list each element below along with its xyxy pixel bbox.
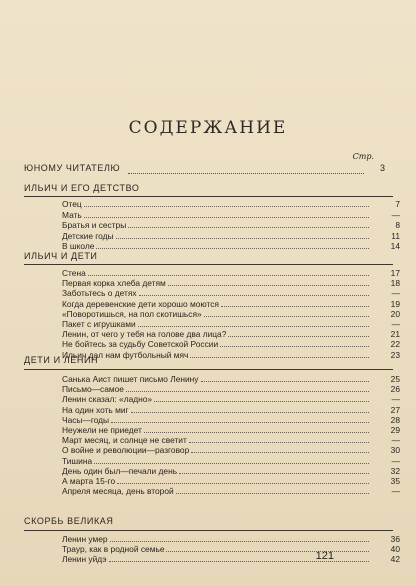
toc-entry-title: Ленин сказал: «ладно» bbox=[62, 394, 153, 405]
toc-entry-leader bbox=[179, 473, 369, 474]
toc-entry bbox=[62, 209, 400, 220]
toc-entry-title: Братья и сестры bbox=[62, 220, 127, 230]
section-rule bbox=[24, 196, 393, 197]
toc-entry-title: Неужели не приедет bbox=[62, 425, 142, 435]
toc-entry-leader bbox=[139, 295, 369, 296]
toc-entry-title: Тишина bbox=[62, 455, 93, 466]
toc-entry-page: 32 bbox=[390, 465, 400, 476]
toc-entry-page: — bbox=[391, 209, 400, 220]
intro-heading: ЮНОМУ ЧИТАТЕЛЮ bbox=[24, 163, 121, 173]
toc-entry-page: 23 bbox=[390, 349, 400, 360]
toc-entry-leader bbox=[117, 483, 369, 484]
toc-entry-page: 18 bbox=[390, 278, 400, 289]
toc-entry-leader bbox=[131, 412, 369, 413]
section-heading: ДЕТИ И ЛЕНИН bbox=[24, 355, 99, 365]
toc-entry-leader bbox=[220, 346, 369, 347]
toc-entry-title: Траур, как в родной семье bbox=[62, 544, 165, 555]
toc-entry-leader bbox=[96, 248, 369, 249]
toc-entry-page: 25 bbox=[390, 374, 400, 384]
toc-entry-page: 20 bbox=[390, 308, 400, 319]
toc-entry-title: Отец bbox=[62, 199, 82, 209]
toc-entry-leader bbox=[84, 206, 369, 207]
toc-entry-title: Пакет с игрушками bbox=[62, 319, 136, 329]
toc-entry-title: Ленин умер bbox=[62, 534, 108, 544]
page-title: СОДЕРЖАНИЕ bbox=[128, 118, 288, 138]
toc-entry-title: Часы—годы bbox=[62, 414, 110, 425]
toc-entry-leader bbox=[128, 227, 369, 228]
toc-entry bbox=[62, 349, 400, 360]
toc-entry-title: В школе bbox=[62, 241, 95, 251]
toc-entry-leader bbox=[94, 463, 369, 464]
toc-entry-page: 8 bbox=[395, 220, 400, 230]
toc-entry-page: 19 bbox=[390, 298, 400, 309]
toc-entry-page: 28 bbox=[390, 414, 400, 425]
toc-entry-leader bbox=[190, 357, 369, 358]
section-heading: СКОРБЬ ВЕЛИКАЯ bbox=[24, 516, 114, 526]
toc-entry-page: 26 bbox=[390, 384, 400, 395]
toc-entry-page: 22 bbox=[390, 339, 400, 350]
toc-entry-page: 7 bbox=[395, 199, 400, 209]
toc-entry-title: Первая корка хлеба детям bbox=[62, 278, 166, 289]
toc-entry-title: «Поворотишься, на пол скотишься» bbox=[62, 308, 202, 319]
toc-entry-leader bbox=[228, 336, 369, 337]
toc-entry-title: Заботьтесь о детях bbox=[62, 288, 137, 299]
toc-entry-leader bbox=[201, 381, 370, 382]
toc-entry-leader bbox=[110, 541, 369, 542]
toc-entry-leader bbox=[166, 551, 369, 552]
toc-entry bbox=[62, 198, 400, 209]
toc-entry-page: 17 bbox=[390, 268, 400, 278]
toc-entry-page: 42 bbox=[390, 554, 400, 565]
toc-entry-page: — bbox=[391, 394, 400, 405]
toc-entry-title: Ленин, от чего у тебя на голове два лица? bbox=[62, 329, 227, 340]
toc-entry-page: 30 bbox=[390, 445, 400, 456]
toc-entry-title: Когда деревенские дети хорошо моются bbox=[62, 298, 219, 309]
toc-entry-leader bbox=[126, 391, 369, 392]
toc-entry-title: Ленин уйдэ bbox=[62, 554, 107, 565]
toc-entry-page: 40 bbox=[390, 544, 400, 555]
toc-entry-title: Мать bbox=[62, 209, 82, 220]
toc-entry-leader bbox=[144, 432, 369, 433]
toc-entry-title: Санька Аист пишет письмо Ленину bbox=[62, 374, 199, 384]
toc-entry-title: День один был—печали день bbox=[62, 465, 178, 476]
toc-entry-page: — bbox=[391, 288, 400, 299]
toc-entry-title: Апреля месяца, день второй bbox=[62, 486, 174, 497]
toc-entry-leader bbox=[168, 285, 369, 286]
toc-entry-leader bbox=[189, 442, 369, 443]
section-heading: ИЛЬИЧ И ДЕТИ bbox=[24, 251, 98, 261]
toc-entry-page: 14 bbox=[390, 241, 400, 251]
toc-entry bbox=[62, 230, 400, 241]
toc-entry-leader bbox=[191, 452, 369, 453]
toc-entry-title: На один хоть миг bbox=[62, 404, 129, 415]
toc-entry-title: Стена bbox=[62, 268, 86, 278]
section-rule bbox=[24, 369, 393, 370]
toc-entry-leader bbox=[204, 316, 369, 317]
toc-entry-leader bbox=[221, 306, 369, 307]
toc-entry bbox=[62, 485, 400, 497]
toc-entry bbox=[62, 240, 400, 251]
toc-entry-leader bbox=[176, 493, 369, 494]
toc-entry-title: Письмо—самое bbox=[62, 384, 124, 395]
toc-entry-title: Ильич дал нам футбольный мяч bbox=[62, 349, 189, 360]
toc-entry-page: 11 bbox=[391, 230, 400, 241]
toc-entry-title: О войне и революции—разговор bbox=[62, 445, 190, 456]
toc-entry-page: 35 bbox=[390, 476, 400, 486]
toc-entry bbox=[62, 219, 400, 230]
section-rule bbox=[24, 264, 393, 265]
toc-entry-page: — bbox=[391, 435, 400, 446]
intro-leader bbox=[128, 173, 364, 174]
page-column-header: Стр. bbox=[352, 152, 374, 161]
toc-entry-page: 36 bbox=[390, 534, 400, 544]
toc-entry-leader bbox=[154, 401, 369, 402]
section-heading: ИЛЬИЧ И ЕГО ДЕТСТВО bbox=[24, 183, 140, 193]
toc-entry-leader bbox=[84, 217, 369, 218]
section-rule bbox=[24, 530, 393, 531]
toc-entry-title: А марта 15-го bbox=[62, 476, 116, 486]
toc-entry-leader bbox=[111, 422, 369, 423]
toc-entry-page: 29 bbox=[390, 425, 400, 435]
toc-entry-page: 21 bbox=[390, 329, 400, 340]
page-number: 121 bbox=[315, 550, 334, 562]
toc-entry-leader bbox=[116, 238, 369, 239]
toc-entry-title: Не бойтесь за судьбу Советской России bbox=[62, 339, 219, 350]
toc-entry-leader bbox=[88, 275, 369, 276]
toc-entry-page: 27 bbox=[390, 404, 400, 415]
toc-entry-title: Детские годы bbox=[62, 230, 114, 241]
toc-entry-title: Март месяц, и солнце не светит bbox=[62, 435, 187, 446]
toc-entry-page: — bbox=[391, 319, 400, 329]
toc-entry-leader bbox=[138, 326, 369, 327]
intro-page: 3 bbox=[379, 163, 385, 173]
toc-entry-page: — bbox=[391, 455, 400, 466]
toc-entry-page: — bbox=[391, 486, 400, 497]
